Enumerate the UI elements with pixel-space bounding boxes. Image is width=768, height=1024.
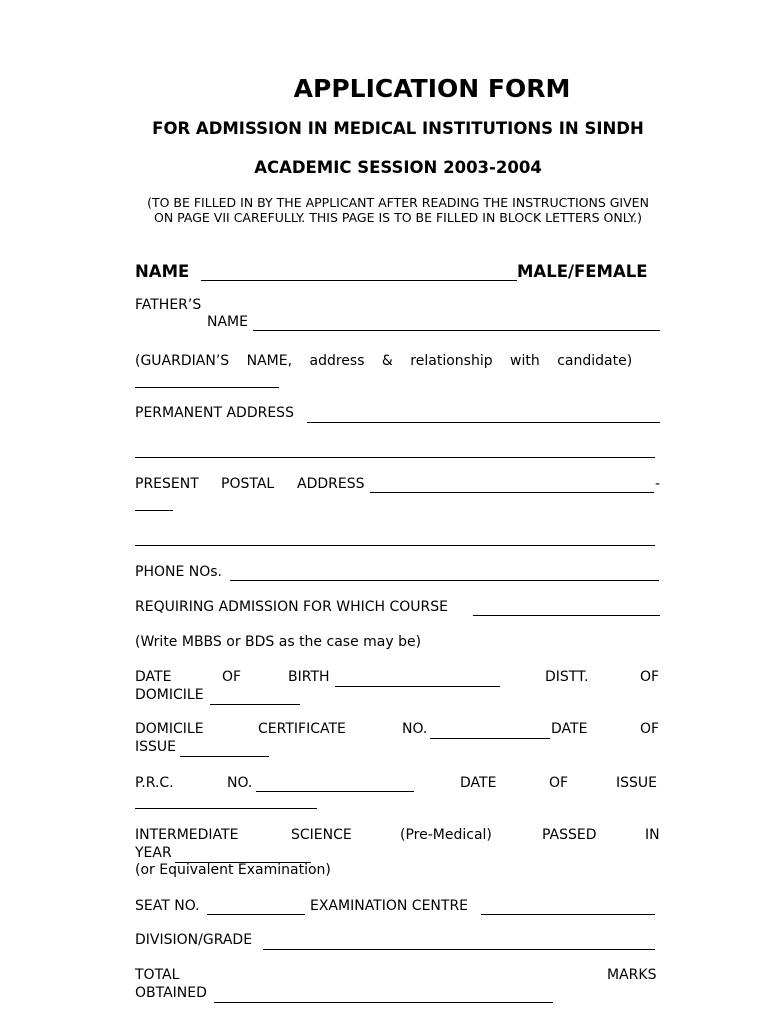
exam-centre-input-line[interactable] bbox=[481, 914, 655, 915]
prc-issue-label: ISSUE bbox=[616, 775, 657, 791]
permanent-address-input-line-2[interactable] bbox=[135, 457, 655, 458]
distt-label-1: DISTT. bbox=[545, 669, 589, 685]
phone-label: PHONE NOs. bbox=[135, 564, 222, 580]
seat-input-line[interactable] bbox=[207, 914, 305, 915]
present-address-dash: - bbox=[655, 476, 661, 492]
marks-input-line[interactable] bbox=[214, 1002, 553, 1003]
year-label: YEAR bbox=[135, 845, 172, 861]
prc-label-1: P.R.C. bbox=[135, 775, 174, 791]
domicile-cert-label-2: CERTIFICATE bbox=[258, 721, 346, 737]
domicile-of-label: OF bbox=[640, 721, 660, 737]
domicile-cert-label-1: DOMICILE bbox=[135, 721, 204, 737]
course-label: REQUIRING ADMISSION FOR WHICH COURSE bbox=[135, 599, 449, 615]
present-address-input-line[interactable] bbox=[370, 492, 654, 493]
domicile-issue-label: ISSUE bbox=[135, 739, 176, 755]
guardian-label-text: (GUARDIAN’S NAME, address & relationship with candidate) bbox=[135, 353, 633, 369]
form-subtitle: FOR ADMISSION IN MEDICAL INSTITUTIONS IN SINDH bbox=[152, 119, 644, 138]
obtained-label: OBTAINED bbox=[135, 985, 207, 1001]
prc-label-2: NO. bbox=[227, 775, 253, 791]
gender-label: MALE/FEMALE bbox=[517, 262, 648, 281]
permanent-address-input-line[interactable] bbox=[307, 422, 660, 423]
father-label: FATHER’S bbox=[135, 297, 202, 313]
inter-label-2: SCIENCE bbox=[291, 827, 352, 843]
equivalent-note: (or Equivalent Examination) bbox=[135, 862, 331, 878]
dob-input-line[interactable] bbox=[335, 686, 500, 687]
domicile-date-label: DATE bbox=[551, 721, 588, 737]
prc-input-line[interactable] bbox=[256, 791, 414, 792]
academic-session: ACADEMIC SESSION 2003-2004 bbox=[254, 158, 542, 177]
inter-label-1: INTERMEDIATE bbox=[135, 827, 239, 843]
distt-label-2: OF bbox=[640, 669, 660, 685]
father-name-label: NAME bbox=[207, 314, 248, 330]
exam-centre-label: EXAMINATION CENTRE bbox=[310, 898, 469, 914]
phone-input-line[interactable] bbox=[230, 580, 659, 581]
dob-label-3: BIRTH bbox=[288, 669, 330, 685]
inter-label-3: (Pre-Medical) bbox=[400, 827, 492, 843]
father-name-input-line[interactable] bbox=[253, 330, 660, 331]
instruction-line-1: (TO BE FILLED IN BY THE APPLICANT AFTER READING THE INSTRUCTIONS GIVEN bbox=[147, 195, 649, 210]
seat-label: SEAT NO. bbox=[135, 898, 200, 914]
instruction-line-2: ON PAGE VII CAREFULLY. THIS PAGE IS TO BE FILLED IN BLOCK LETTERS ONLY.) bbox=[154, 210, 642, 225]
course-input-line[interactable] bbox=[473, 615, 660, 616]
prc-issue-input-line[interactable] bbox=[135, 808, 317, 809]
present-address-label-3: ADDRESS bbox=[297, 476, 365, 492]
present-address-input-line-wrap[interactable] bbox=[135, 510, 173, 511]
prc-date-label: DATE bbox=[460, 775, 497, 791]
division-input-line[interactable] bbox=[263, 949, 655, 950]
permanent-address-label: PERMANENT ADDRESS bbox=[135, 405, 294, 421]
form-title: APPLICATION FORM bbox=[293, 74, 571, 103]
domicile-issue-input-line[interactable] bbox=[180, 756, 269, 757]
domicile-cert-label-3: NO. bbox=[402, 721, 428, 737]
total-label: TOTAL bbox=[135, 967, 180, 983]
division-label: DIVISION/GRADE bbox=[135, 932, 253, 948]
marks-label: MARKS bbox=[607, 967, 657, 983]
present-address-label-2: POSTAL bbox=[221, 476, 275, 492]
course-note: (Write MBBS or BDS as the case may be) bbox=[135, 634, 422, 650]
domicile-label: DOMICILE bbox=[135, 687, 204, 703]
domicile-input-line[interactable] bbox=[210, 704, 300, 705]
prc-of-label: OF bbox=[549, 775, 569, 791]
name-label: NAME bbox=[135, 262, 190, 281]
name-input-line[interactable] bbox=[201, 280, 517, 281]
inter-label-5: IN bbox=[645, 827, 660, 843]
dob-label-1: DATE bbox=[135, 669, 172, 685]
present-address-label-1: PRESENT bbox=[135, 476, 199, 492]
guardian-label bbox=[135, 353, 660, 369]
inter-label-4: PASSED bbox=[542, 827, 597, 843]
domicile-cert-input-line[interactable] bbox=[430, 738, 550, 739]
guardian-input-line[interactable] bbox=[135, 387, 279, 388]
present-address-input-line-2[interactable] bbox=[135, 545, 655, 546]
dob-label-2: OF bbox=[222, 669, 242, 685]
